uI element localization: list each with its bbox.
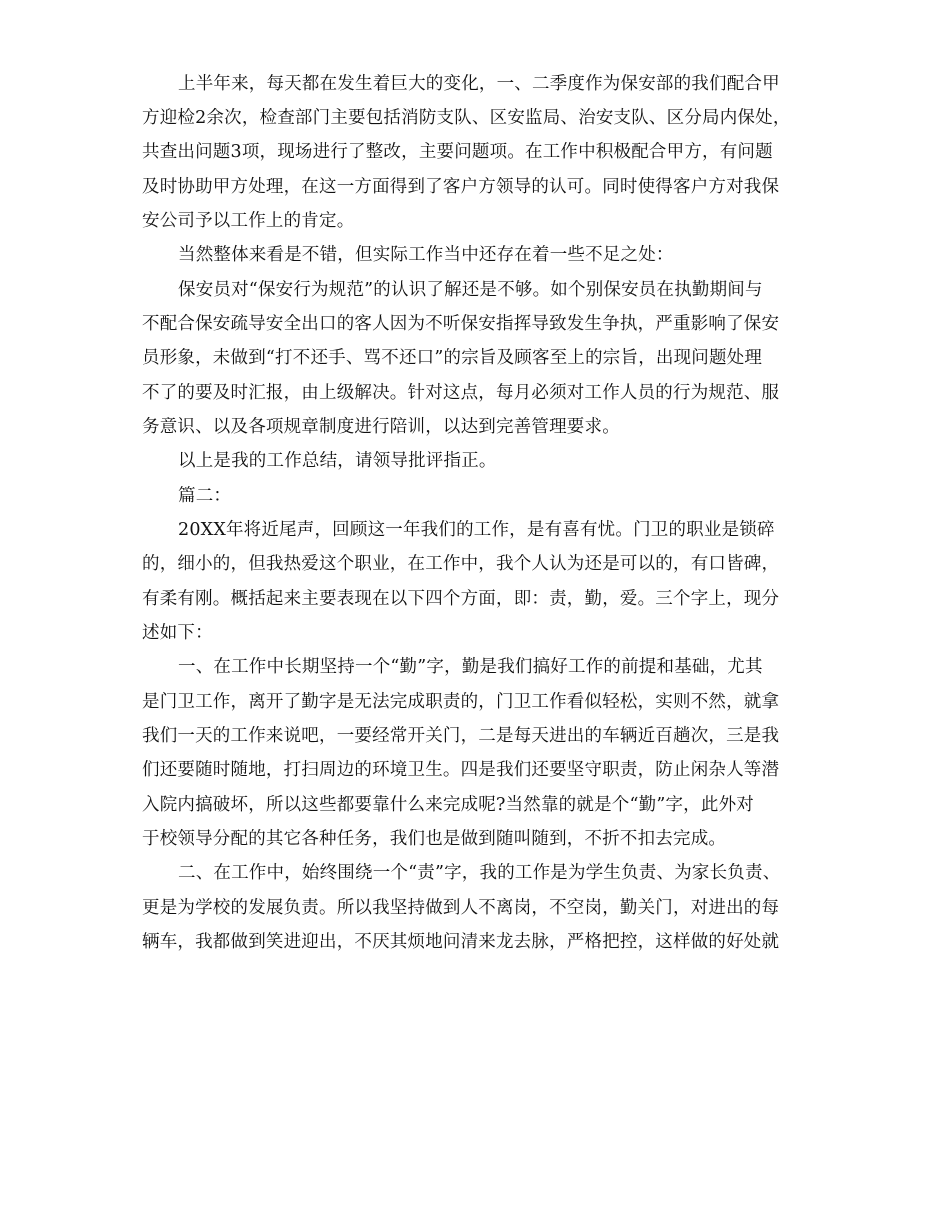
text-line: 们还要随时随地，打扫周边的环境卫生。四是我们还要坚守职责，防止闲杂人等潜 [142, 760, 780, 780]
text-line: 及时协助甲方处理，在这一方面得到了客户方领导的认可。同时使得客户方对我保 [142, 177, 780, 197]
text-line: 更是为学校的发展负责。所以我坚持做到人不离岗，不空岗，勤关门，对进出的每 [142, 898, 780, 918]
text-line: 入院内搞破坏，所以这些都要靠什么来完成呢?当然靠的就是个“勤”字，此外对 [142, 795, 754, 815]
text-line: 我们一天的工作来说吧，一要经常开关门，二是每天进出的车辆近百趟次，三是我 [142, 726, 780, 746]
text-line: 一、在工作中长期坚持一个“勤”字，勤是我们搞好工作的前提和基础，尤其 [178, 657, 763, 677]
text-line: 20XX年将近尾声，回顾这一年我们的工作，是有喜有忧。门卫的职业是锁碎 [178, 520, 775, 540]
section-heading: 篇二： [178, 486, 232, 506]
text-line: 于校领导分配的其它各种任务，我们也是做到随叫随到，不折不扣去完成。 [142, 829, 727, 849]
text-line: 有柔有刚。概括起来主要表现在以下四个方面，即：责，勤，爱。三个字上，现分 [142, 589, 780, 609]
text-line: 不了的要及时汇报，由上级解决。针对这点，每月必须对工作人员的行为规范、服 [142, 383, 780, 403]
text-line: 保安员对“保安行为规范”的认识了解还是不够。如个别保安员在执勤期间与 [178, 280, 763, 300]
text-line: 是门卫工作，离开了勤字是无法完成职责的，门卫工作看似轻松，实则不然，就拿 [142, 692, 780, 712]
text-line: 辆车，我都做到笑进迎出，不厌其烦地问清来龙去脉，严格把控，这样做的好处就 [142, 932, 780, 952]
text-line: 方迎检2余次，检查部门主要包括消防支队、区安监局、治安支队、区分局内保处， [142, 108, 791, 128]
text-line: 的，细小的，但我热爱这个职业，在工作中，我个人认为还是可以的，有口皆碑， [142, 554, 780, 574]
text-line: 不配合保安疏导安全出口的客人因为不听保安指挥导致发生争执，严重影响了保安 [142, 314, 780, 334]
text-line: 二、在工作中，始终围绕一个“责”字，我的工作是为学生负责、为家长负责、 [178, 863, 781, 883]
text-line: 述如下： [142, 623, 213, 643]
text-line: 共查出问题3项，现场进行了整改，主要问题项。在工作中积极配合甲方，有问题 [142, 142, 773, 162]
text-line: 上半年来，每天都在发生着巨大的变化，一、二季度作为保安部的我们配合甲 [178, 74, 780, 94]
text-line: 员形象，未做到“打不还手、骂不还口”的宗旨及顾客至上的宗旨，出现问题处理 [142, 348, 763, 368]
text-line: 安公司予以工作上的肯定。 [142, 211, 355, 231]
text-line: 务意识、以及各项规章制度进行陪训，以达到完善管理要求。 [142, 417, 620, 437]
text-line: 当然整体来看是不错，但实际工作当中还存在着一些不足之处： [178, 245, 674, 265]
text-line: 以上是我的工作总结，请领导批评指正。 [178, 451, 497, 471]
